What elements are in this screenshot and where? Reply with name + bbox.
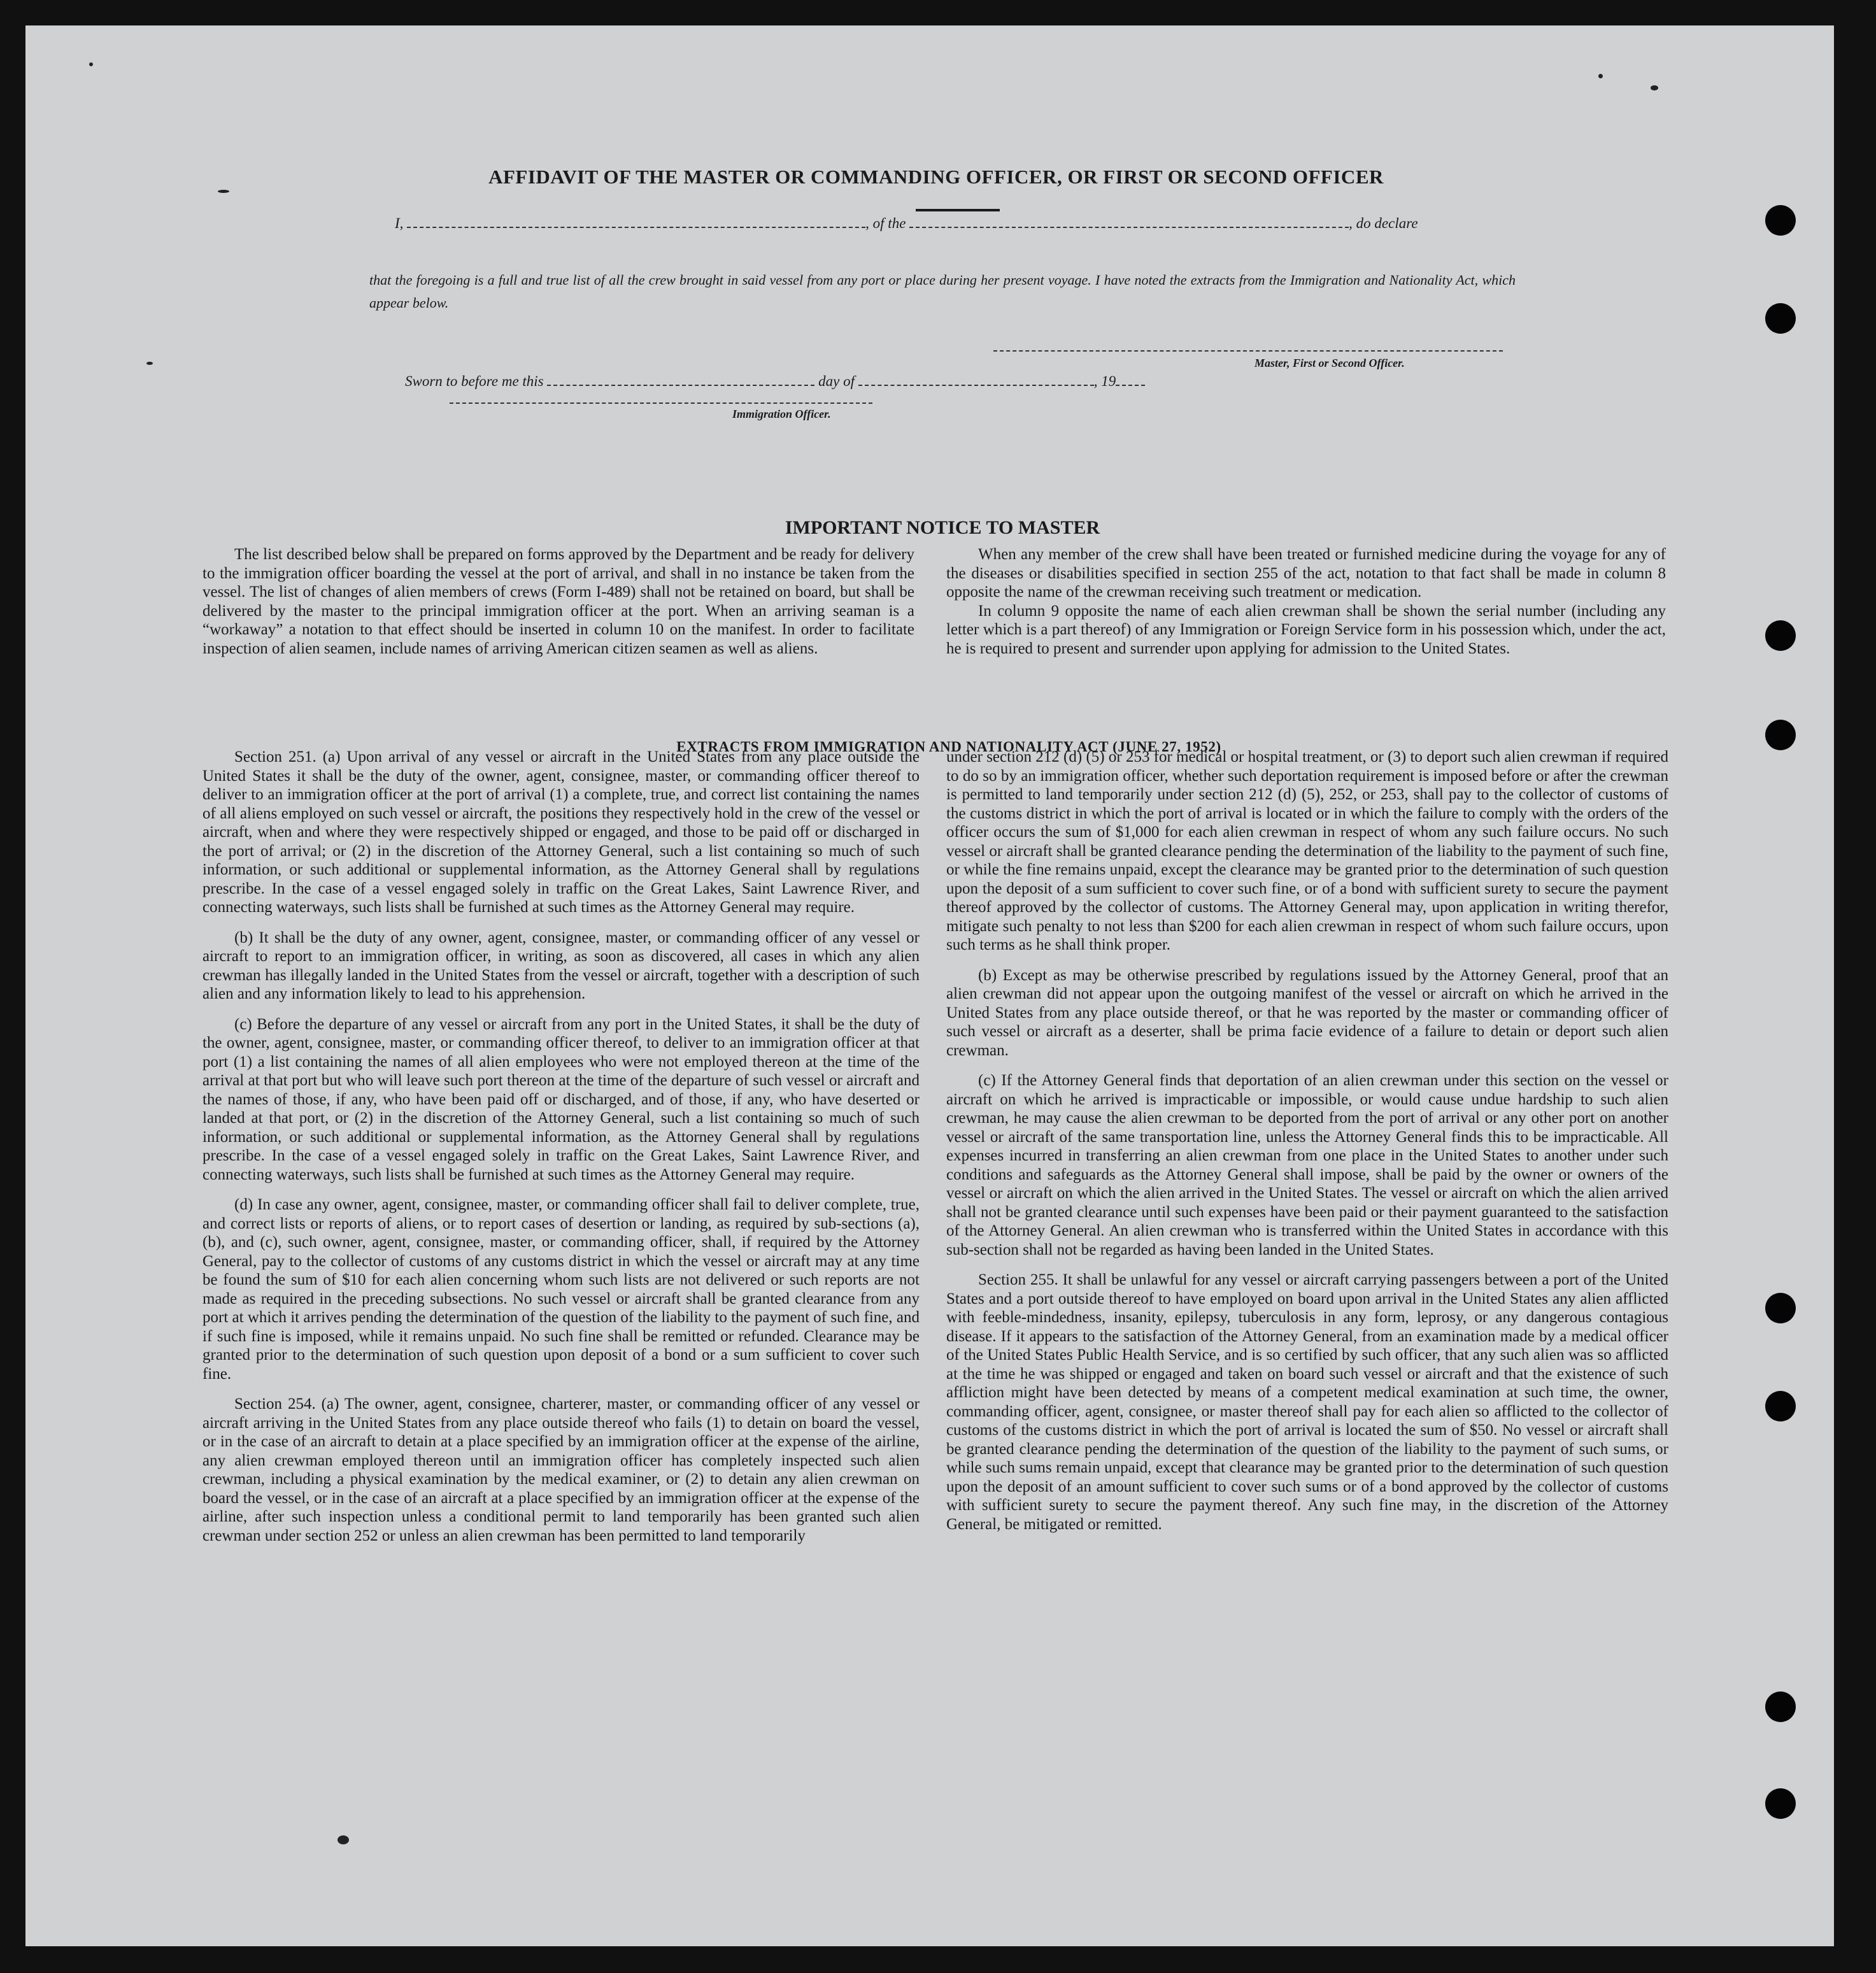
day-of-label: day of (818, 373, 855, 389)
statute-paragraph: (b) Except as may be otherwise prescribed by regulations issued by the Attorney General, proof that an alien crewman did not appear upon the outgoing manifest of the vessel or aircraft on which he arrived in the United States from any place outside thereof, or that he was reported by the master or commanding officer of such vessel or aircraft as a deserter, shall be prima facie evidence of a failure to detain or deport such alien crewman. (946, 966, 1668, 1059)
statute-paragraph: (c) Before the departure of any vessel or aircraft from any port in the United States, it shall be the duty of the owner, agent, consignee, master, or commanding officer thereof, to deliver to an immigration officer at that port (1) a list containing the names of all alien employees who were not employed thereon at the time of the arrival at that port but who will leave such port thereon at the time of the departure of such vessel or aircraft and the names of those, if any, who have been paid off or discharged, and of those, if any, who have deserted or landed at that port, or (2) in the discretion of the Attorney General, such a list containing so much of such information, or such additional or supplemental information, as the Attorney General shall by regulations prescribe. In the case of a vessel engaged solely in traffic on the Great Lakes, Saint Lawrence River, and connecting waterways, such lists shall be furnished at such times as the Attorney General may require. (203, 1015, 920, 1183)
notice-paragraph: In column 9 opposite the name of each alien crewman shall be shown the serial number (including any letter which is a part thereof) of any Immigration or Foreign Service form in his possession which, under the act, he is required to present and surrender upon applying for admission to the United States. (946, 602, 1666, 657)
punch-hole (1765, 205, 1796, 236)
ink-speck (89, 62, 93, 66)
name-blank[interactable] (407, 217, 865, 228)
document-page (25, 25, 1834, 1946)
extracts-left-column (203, 748, 920, 1545)
statute-paragraph: Section 251. (a) Upon arrival of any vessel or aircraft in the United States from any place outside the United States it shall be the duty of the owner, agent, consignee, master, or commanding officer thereof to deliver to an immigration officer at the port of arrival (1) a complete, true, and correct list containing the names of all aliens employed on such vessel or aircraft, the positions they respectively hold in the crew of the vessel or aircraft, when and where they were respectively shipped or engaged, and those to be paid off or discharged in the port of arrival; or (2) in the discretion of the Attorney General, such a list containing so much of such information, or such additional or supplemental information, as the Attorney General shall by regulations prescribe. In the case of a vessel engaged solely in traffic on the Great Lakes, Saint Lawrence River, and connecting waterways, such lists shall be furnished at such times as the Attorney General may require. (203, 748, 920, 916)
punch-hole (1765, 1788, 1796, 1819)
sworn-day-blank[interactable] (547, 374, 814, 386)
punch-hole (1765, 720, 1796, 750)
statute-paragraph: (c) If the Attorney General finds that deportation of an alien crewman under this section on the vessel or aircraft on which he arrived is impracticable or impossible, or would cause undue hardship to such alien crewman, he may cause the alien crewman to be deported from the port of arrival or any other port on another vessel or aircraft of the same transportation line, unless the Attorney General finds this to be impracticable. All expenses incurred in transferring an alien crewman from one place in the United States to another under such conditions and safeguards as the Attorney General shall impose, shall be paid by the owner or owners of the vessel or aircraft on which the alien arrived in the United States. The vessel or aircraft on which the alien arrived shall not be granted clearance until such expenses have been paid or their payment guaranteed to the satisfaction of the Attorney General. An alien crewman who is transferred within the United States in accordance with this sub-section shall not be regarded as having been landed in the United States. (946, 1072, 1668, 1258)
statute-paragraph: Section 255. It shall be unlawful for any vessel or aircraft carrying passengers between a port of the United States and a port outside thereof to have employed on board upon arrival in the United States any alien afflicted with feeble-mindedness, insanity, epilepsy, tuberculosis in any form, leprosy, or any dangerous contagious disease. If it appears to the satisfaction of the Attorney General, from an examination made by a medical officer of the United States Public Health Service, and is so certified by such officer, that any such alien was so afflicted at the time he was shipped or engaged and taken on board such vessel or aircraft and that the existence of such affliction might have been detected by means of a competent medical examination at such time, the owner, commanding officer, agent, consignee, or master thereof shall pay for each alien so afflicted to the collector of customs of the customs district in which the port of arrival is located the sum of $50. No vessel or aircraft shall be granted clearance pending the determination of the question of the liability to the payment of such sums, or while such sums remain unpaid, except that clearance may be granted prior to the determination of such question upon the deposit of an amount sufficient to cover such sums or of a bond approved by the collector of customs with sufficient surety to secure the payment thereof. Any such fine may, in the discretion of the Attorney General, be mitigated or remitted. (946, 1271, 1668, 1533)
sworn-year-blank[interactable] (1116, 374, 1145, 386)
ink-speck (1598, 74, 1603, 78)
affidavit-title: AFFIDAVIT OF THE MASTER OR COMMANDING OFFICER, OR FIRST OR SECOND OFFICER (488, 166, 1384, 188)
punch-hole (1765, 1692, 1796, 1722)
sworn-label: Sworn to before me this (405, 373, 544, 389)
statute-paragraph: under section 212 (d) (5) or 253 for medical or hospital treatment, or (3) to deport such alien crewman if required to do so by an immigration officer, whether such deportation requirement is imposed before or after the crewman is permitted to land temporarily under section 212 (d) (5), 252, or 253, shall pay to the collector of customs of the customs district in which the port of arrival is located or in which the failure to comply with the orders of the officer occurs the sum of $1,000 for each alien crewman in respect of whom any such failure occurs. No such vessel or aircraft shall be granted clearance pending the determination of the liability to the payment of such fine, or while the fine remains unpaid, except the clearance may be granted prior to the determination of such question upon the deposit of a sum sufficient to cover such fine, or of a bond with sufficient surety to secure the payment thereof approved by the collector of customs. The Attorney General may, upon application in writing therefor, mitigate such penalty to not less than $200 for each alien crewman in respect of whom such failure occurs, upon such terms as he shall think proper. (946, 748, 1668, 953)
sworn-month-blank[interactable] (858, 374, 1094, 386)
officer-signature-caption: Immigration Officer. (732, 408, 831, 420)
officer-signature-line[interactable] (450, 402, 872, 404)
notice-heading: IMPORTANT NOTICE TO MASTER (785, 517, 1100, 538)
declarant-line (395, 215, 1418, 232)
punch-hole (1765, 303, 1796, 334)
line-declare-label: , do declare (1349, 215, 1418, 231)
master-signature-line[interactable] (993, 350, 1503, 352)
punch-hole (1765, 1391, 1796, 1421)
ink-speck (146, 362, 153, 365)
year-prefix: , 19 (1093, 373, 1116, 389)
notice-right-column (946, 545, 1666, 658)
ink-speck (338, 1835, 349, 1844)
extracts-heading: EXTRACTS FROM IMMIGRATION AND NATIONALITY ACT (JUNE 27, 1952) (676, 739, 1221, 755)
statute-paragraph: Section 254. (a) The owner, agent, consignee, charterer, master, or commanding officer of any vessel or aircraft arriving in the United States from any place outside thereof who fails (1) to detain on board the vessel, or in the case of an aircraft to detain at a place specified by an immigration officer at the expense of the airline, any alien crewman employed thereon until an immigration officer has completely inspected such alien crewman, including a physical examination by the medical examiner, or (2) to detain any alien crewman on board the vessel, or in the case of an aircraft at a place specified by an immigration officer at the expense of the airline, after such inspection unless a conditional permit to land temporarily has been granted such alien crewman under section 252 or unless an alien crewman has been permitted to land temporarily (203, 1395, 920, 1544)
punch-hole (1765, 1293, 1796, 1323)
affirmation-text: that the foregoing is a full and true list of all the crew brought in said vessel from any port or place during her present voyage. I have noted the extracts from the Immigration and Nationality Act, which appear below. (369, 272, 1516, 311)
extracts-right-column (946, 748, 1668, 1534)
line-of-the-label: , of the (865, 215, 906, 231)
line-i-label: I, (395, 215, 404, 231)
sworn-line (405, 373, 1145, 390)
statute-paragraph: (d) In case any owner, agent, consignee, master, or commanding officer shall fail to deliver complete, true, and correct lists or reports of aliens, or to report cases of desertion or landing, as required by sub-sections (a), (b), and (c), such owner, agent, consignee, master, or commanding officer, shall, if required by the Attorney General, pay to the collector of customs of any customs district in which the vessel or aircraft may at any time be found the sum of $10 for each alien concerning whom such lists are not delivered or such reports are not made as required in the preceding subsections. No such vessel or aircraft shall be granted clearance from any port at which it arrives pending the determination of the question of the liability to the payment of such fine, and if such fine is imposed, while it remains unpaid. No such fine shall be remitted or refunded. Clearance may be granted prior to the determination of such question upon deposit of a bond or a sum sufficient to cover such fine. (203, 1196, 920, 1383)
title-rule (916, 209, 1000, 211)
master-signature-caption: Master, First or Second Officer. (1254, 357, 1405, 369)
notice-paragraph: When any member of the crew shall have been treated or furnished medicine during the voyage for any of the diseases or disabilities specified in section 255 of the act, notation to that fact shall be made in column 8 opposite the name of the crewman receiving such treatment or medication. (946, 546, 1666, 601)
statute-paragraph: (b) It shall be the duty of any owner, agent, consignee, master, or commanding officer of any vessel or aircraft to report to an immigration officer, in writing, as soon as discovered, all cases in which any alien crewman has illegally landed in the United States from the vessel or aircraft, together with a description of such alien and any information likely to lead to his apprehension. (203, 929, 920, 1002)
notice-paragraph: The list described below shall be prepared on forms approved by the Department and be ready for delivery to the immigration officer boarding the vessel at the port of arrival, and shall in no instance be taken from the vessel. The list of changes of alien members of crews (Form I-489) shall not be retained on board, but shall be delivered by the master to the principal immigration officer at the port. When an arriving seaman is a “workaway” a notation to that effect should be inserted in column 10 on the manifest. In order to facilitate inspection of alien seamen, include names of arriving American citizen seamen as well as aliens. (203, 546, 914, 657)
vessel-blank[interactable] (909, 217, 1349, 228)
notice-left-column (203, 545, 914, 658)
ink-speck (218, 190, 229, 193)
ink-speck (1651, 85, 1658, 90)
punch-hole (1765, 620, 1796, 651)
